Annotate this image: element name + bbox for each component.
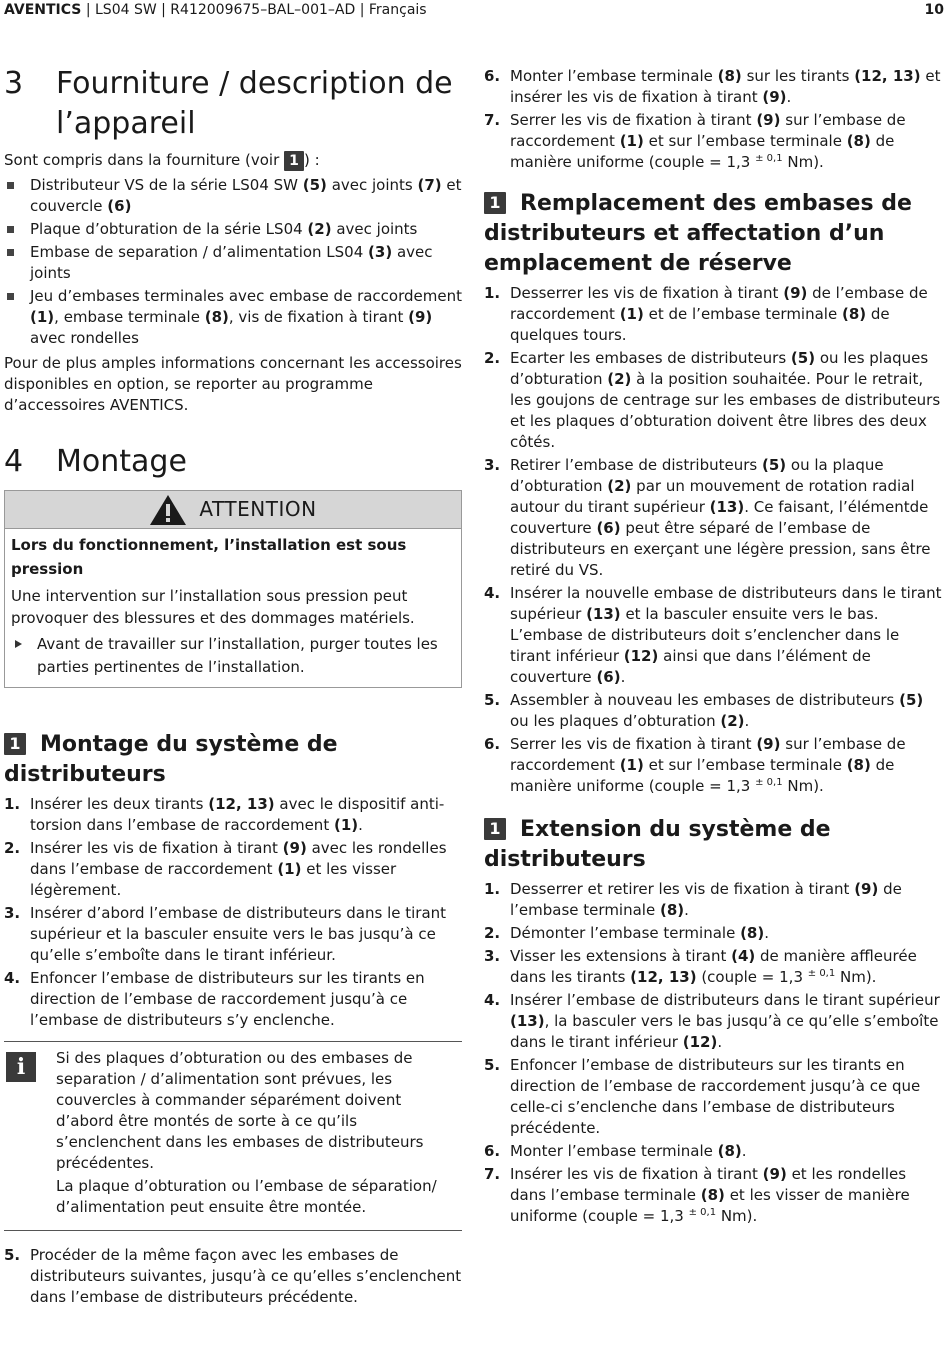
mounting-steps-continued: [4, 1245, 462, 1308]
step-item: 2. Insérer les vis de fixation à tirant (9) avec les rondelles dans l’embase de raccordement (1) et les visser légèrement.: [4, 839, 447, 899]
chapter-4-number: 4: [4, 444, 24, 479]
step-item: 6. Monter l’embase terminale (8) sur les tirants (12, 13) et insérer les vis de fixation à tirant (9).: [484, 67, 941, 106]
step-item: 5. Enfoncer l’embase de distributeurs sur les tirants en direction de l’embase de raccordement jusqu’à ce que celle-ci s’enclenche dans l’embase de distributeurs précédente.: [484, 1056, 921, 1137]
attention-action: Avant de travailler sur l’installation, purger toutes les parties pertinentes de l’installation.: [11, 633, 455, 679]
section-extension-heading: [484, 815, 942, 875]
step-item: 5. Assembler à nouveau les embases de distributeurs (5) ou les plaques d’obturation (2).: [484, 691, 924, 730]
supply-item: Plaque d’obturation de la série LS04 (2) avec joints: [4, 219, 462, 240]
header-doc-info: [4, 2, 427, 18]
left-column: [4, 64, 462, 1310]
section-replacement-title: Remplacement des embases de distributeurs et affectation d’un emplacement de réserve: [484, 191, 912, 276]
attention-title: Lors du fonctionnement, l’installation est sous pression: [11, 536, 407, 578]
section-replacement-heading: [484, 189, 942, 279]
chapter-3-title: Fourniture / description de l’appareil: [56, 66, 453, 141]
step-item: 4. Insérer l’embase de distributeurs dans le tirant supérieur (13), la basculer vers le bas jusqu’à ce qu’elle s’emboîte dans le tirant inférieur (12).: [484, 991, 940, 1051]
step-item: 3. Retirer l’embase de distributeurs (5) ou la plaque d’obturation (2) par un mouvement de rotation radial autour du tirant supérieur (13). Ce faisant, l’élémentde couverture (6) peut être séparé de l’embase de distributeurs en exerçant une légère pression, sans être retiré du VS.: [484, 456, 931, 579]
extension-steps: [484, 879, 942, 1227]
chapter-4-heading: [4, 442, 462, 482]
attention-box: [4, 490, 462, 688]
replacement-steps: [484, 283, 942, 797]
page-number: 10: [924, 2, 944, 18]
step-item: 7. Insérer les vis de fixation à tirant (9) et les rondelles dans l’embase terminale (8) et les visser de manière uniforme (couple = 1,3 $^{\pm 0,1}$ Nm).: [484, 1165, 910, 1225]
section-extension-title: Extension du système de distributeurs: [484, 817, 831, 872]
header-doc-ref: | LS04 SW | R412009675–BAL–001–AD | Français: [81, 2, 427, 18]
supply-intro: [4, 150, 462, 171]
attention-label: ATTENTION: [199, 497, 317, 521]
warning-triangle-icon: [149, 494, 187, 526]
step-item: 3. Insérer d’abord l’embase de distributeurs dans le tirant supérieur et la basculer ensuite vers le bas jusqu’à ce qu’elle s’emboîte dans le tirant inférieur.: [4, 904, 447, 964]
supply-list: [4, 175, 462, 349]
step-item: 1. Desserrer les vis de fixation à tirant (9) de l’embase de raccordement (1) et de l’embase terminale (8) de quelques tours.: [484, 284, 928, 344]
supply-intro-text: Sont compris dans la fourniture (voir: [4, 151, 285, 169]
note-text-2: La plaque d’obturation ou l’embase de séparation/ d’alimentation peut ensuite être montée.: [56, 1177, 437, 1216]
figure-ref-badge: 1: [4, 733, 26, 755]
step-item: 1. Insérer les deux tirants (12, 13) avec le dispositif anti-torsion dans l’embase de raccordement (1).: [4, 795, 445, 834]
info-icon: i: [6, 1052, 36, 1082]
supply-intro-end: ) :: [304, 151, 320, 169]
mounting-steps: [4, 794, 462, 1031]
chapter-4-title: Montage: [56, 444, 187, 479]
chapter-3-number: 3: [4, 66, 24, 101]
supply-item: Jeu d’embases terminales avec embase de raccordement (1), embase terminale (8), vis de fixation à tirant (9) avec rondelles: [4, 286, 462, 349]
header-brand: AVENTICS: [4, 2, 82, 18]
chapter-3-heading: [4, 64, 462, 144]
right-column: [484, 66, 942, 1229]
figure-ref-badge: 1: [484, 818, 506, 840]
note-text-1: Si des plaques d’obturation ou des embases de separation / d’alimentation sont prévues, les couvercles à commander séparément doivent d’abord être montés de sorte à ce qu’ils s’enclenchent dans les embases de distributeurs précédentes.: [56, 1049, 424, 1172]
mounting-steps-final: [484, 66, 942, 173]
section-mounting-title: Montage du système de distributeurs: [4, 732, 338, 787]
step-item: 4. Insérer la nouvelle embase de distributeurs dans le tirant supérieur (13) et la basculer ensuite vers le bas. L’embase de distributeurs doit s’enclencher dans le tirant inférieur (12) ainsi que dans l’élément de couverture (6).: [484, 584, 942, 686]
step-item: 2. Ecarter les embases de distributeurs (5) ou les plaques d’obturation (2) à la position souhaitée. Pour le retrait, les goujons de centrage sur les embases de distributeurs et les plaques d’obturation doivent être libres des deux côtés.: [484, 349, 941, 451]
section-mounting-heading: [4, 730, 462, 790]
figure-ref-badge: 1: [284, 151, 304, 171]
step-item: 4. Enfoncer l’embase de distributeurs sur les tirants en direction de l’embase de raccordement jusqu’à ce l’embase de distributeurs s’y enclenche.: [4, 969, 425, 1029]
step-item: 2. Démonter l’embase terminale (8).: [484, 924, 770, 942]
attention-text: Une intervention sur l’installation sous pression peut provoquer des blessures et des dommages matériels.: [11, 587, 415, 627]
figure-ref-badge: 1: [484, 192, 506, 214]
page-header: [4, 0, 944, 22]
attention-header: [5, 491, 461, 529]
supply-item: Embase de separation / d’alimentation LS04 (3) avec joints: [4, 242, 462, 284]
step-item: 7. Serrer les vis de fixation à tirant (9) sur l’embase de raccordement (1) et sur l’embase terminale (8) de manière uniforme (couple = 1,3 $^{\pm 0,1}$ Nm).: [484, 111, 906, 171]
step-item: 6. Monter l’embase terminale (8).: [484, 1142, 747, 1160]
step-item: 5. Procéder de la même façon avec les embases de distributeurs suivantes, jusqu’à ce qu’elles s’enclenchent dans l’embase de distributeurs précédente.: [4, 1246, 462, 1306]
supply-item: Distributeur VS de la série LS04 SW (5) avec joints (7) et couvercle (6): [4, 175, 462, 217]
more-info-paragraph: Pour de plus amples informations concernant les accessoires disponibles en option, se reporter au programme d’accessoires AVENTICS.: [4, 354, 462, 414]
attention-body: [5, 529, 461, 687]
step-item: 1. Desserrer et retirer les vis de fixation à tirant (9) de l’embase terminale (8).: [484, 880, 902, 919]
info-note: [4, 1041, 462, 1231]
step-item: 3. Visser les extensions à tirant (4) de manière affleurée dans les tirants (12, 13) (couple = 1,3 $^{\pm 0,1}$ Nm).: [484, 947, 917, 986]
step-item: 6. Serrer les vis de fixation à tirant (9) sur l’embase de raccordement (1) et sur l’embase terminale (8) de manière uniforme (couple = 1,3 $^{\pm 0,1}$ Nm).: [484, 735, 906, 795]
